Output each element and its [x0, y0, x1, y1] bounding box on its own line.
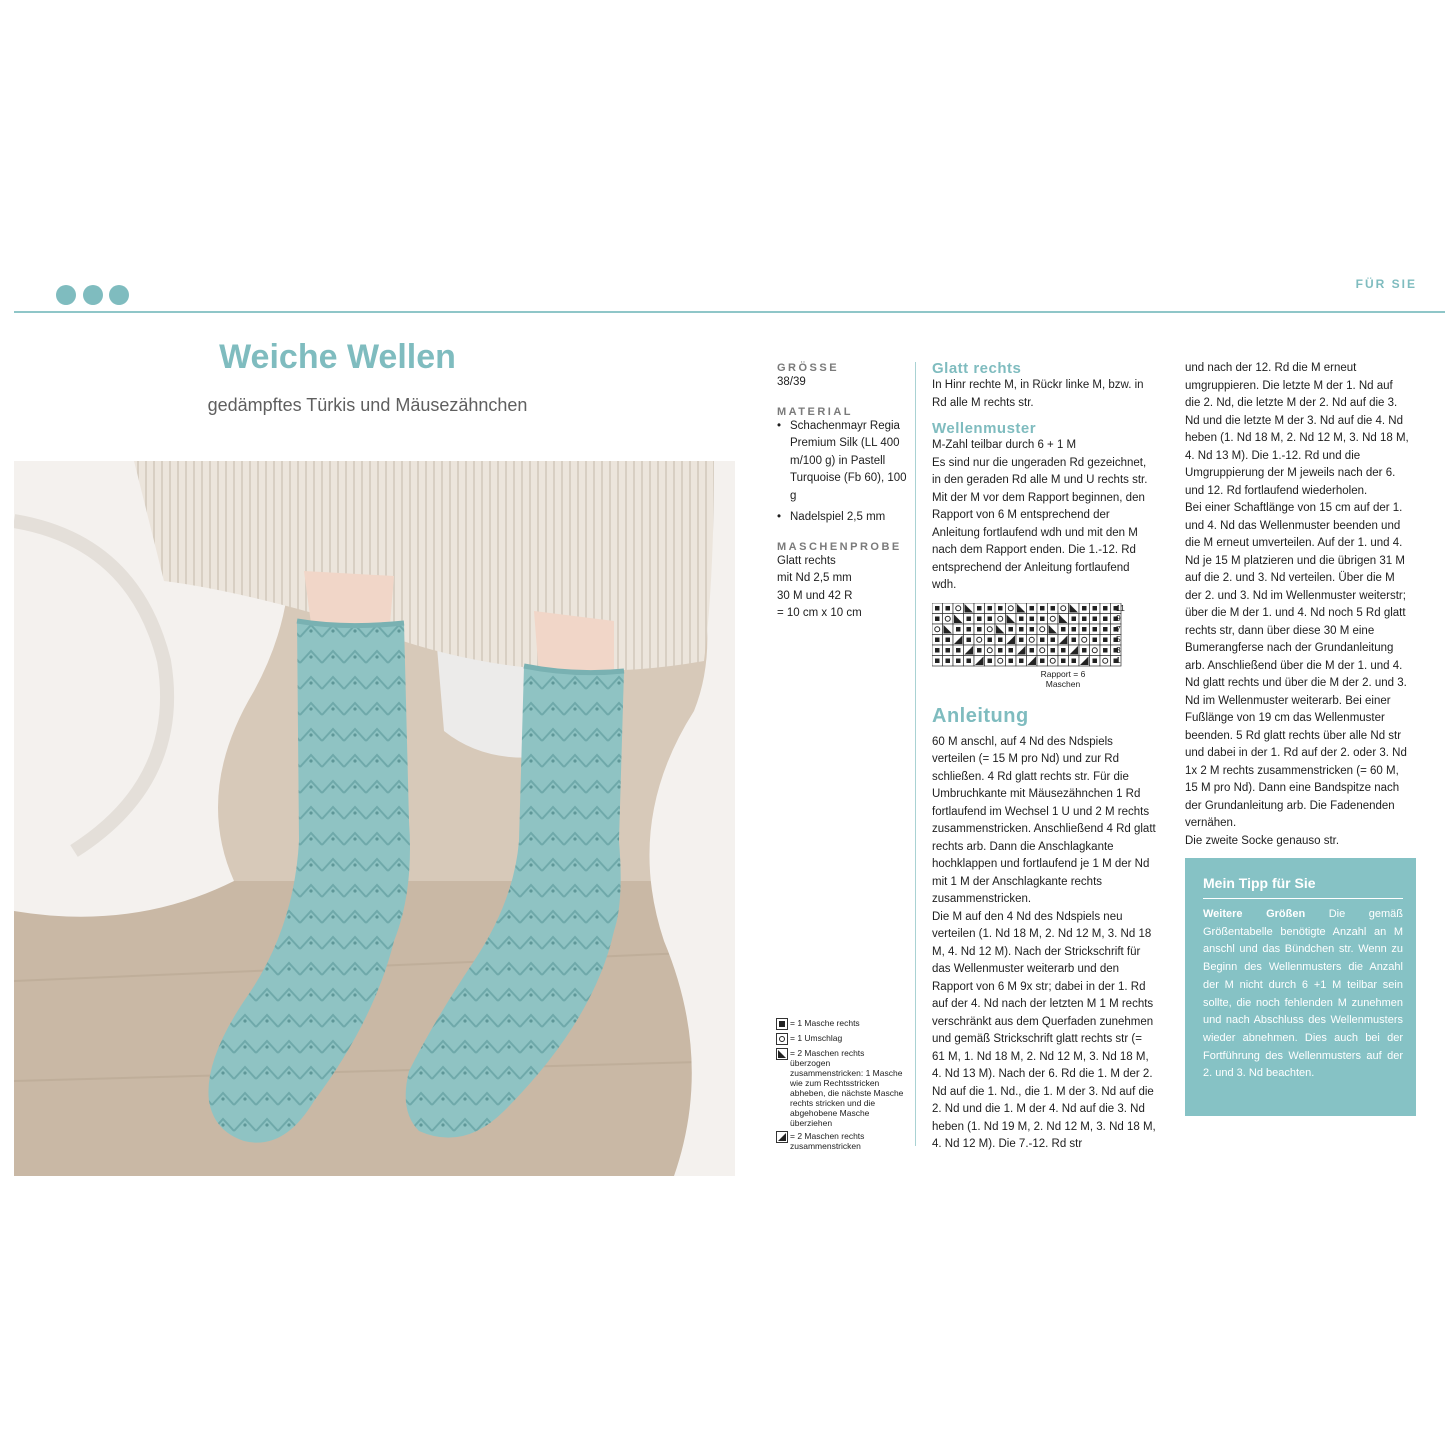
- sock-photo: [14, 461, 735, 1176]
- knit-stitch-icon: [977, 616, 982, 621]
- chart-row-number: 3: [1116, 644, 1121, 655]
- knit-stitch-icon: [1040, 658, 1045, 663]
- knit-stitch-icon: [1072, 627, 1077, 632]
- knit-stitch-icon: [956, 658, 961, 663]
- knit-stitch-icon: [1072, 616, 1077, 621]
- knit-stitch-icon: [935, 616, 940, 621]
- knit-stitch-icon: [967, 637, 972, 642]
- knit-stitch-icon: [988, 616, 993, 621]
- heading-wellenmuster: Wellenmuster: [932, 420, 1037, 437]
- knit-stitch-icon: [1072, 658, 1077, 663]
- knit-stitch-icon: [1093, 616, 1098, 621]
- k2tog-decrease-icon: [776, 1131, 788, 1143]
- chart-row-number: 9: [1116, 613, 1121, 623]
- knit-stitch-icon: [988, 658, 993, 663]
- gauge-line: mit Nd 2,5 mm: [777, 572, 852, 584]
- instructions-column-1: [932, 360, 1157, 1154]
- knit-stitch-icon: [967, 658, 972, 663]
- knit-stitch-icon: [1082, 648, 1087, 653]
- material-list: [777, 418, 907, 527]
- chart-cell: [1037, 645, 1048, 656]
- knit-stitch-icon: [998, 637, 1003, 642]
- knitting-chart: [932, 601, 1157, 701]
- header-dot: [83, 285, 103, 305]
- tip-box: [1185, 858, 1416, 1116]
- knit-stitch-icon: [956, 627, 961, 632]
- knit-stitch-icon: [935, 658, 940, 663]
- chart-cell: [1037, 624, 1048, 635]
- legend-k2tog: = 2 Maschen rechts zusammenstricken: [776, 1131, 904, 1151]
- tip-lead: Weitere Größen: [1203, 908, 1306, 920]
- knit-stitch-icon: [1061, 658, 1066, 663]
- knit-stitch-icon: [1030, 627, 1035, 632]
- gauge-line: Glatt rechts: [777, 554, 836, 567]
- chart-cell: [1100, 655, 1111, 666]
- knit-stitch-icon: [1040, 616, 1045, 621]
- knit-stitch-icon: [1061, 627, 1066, 632]
- knit-stitch-icon: [1051, 648, 1056, 653]
- knit-stitch-icon: [1103, 606, 1108, 611]
- material-item: • Schachenmayr Regia Premium Silk (LL 400 m/100 g) in Pastell Turquoise (Fb 60), 100 g: [790, 418, 907, 506]
- knit-stitch-icon: [1009, 658, 1014, 663]
- size-label: GRÖSSE: [777, 362, 840, 374]
- knit-stitch-icon: [1051, 637, 1056, 642]
- heading-glatt-rechts: Glatt rechts: [932, 360, 1022, 377]
- gauge-line: = 10 cm x 10 cm: [777, 607, 862, 619]
- size-value: 38/39: [777, 376, 806, 388]
- knit-stitch-icon: [977, 627, 982, 632]
- chart-cell: [953, 603, 964, 614]
- knit-stitch-icon: [935, 606, 940, 611]
- knit-stitch-icon: [1030, 606, 1035, 611]
- gauge-label: MASCHENPROBE: [777, 540, 902, 553]
- knit-stitch-icon: [967, 616, 972, 621]
- chart-cell: [1090, 645, 1101, 656]
- knit-stitch-icon: [1103, 616, 1108, 621]
- knit-stitch-icon: [935, 637, 940, 642]
- gauge-line: 30 M und 42 R: [777, 589, 853, 602]
- knit-stitch-icon: [1072, 637, 1077, 642]
- knit-stitch-icon: [946, 648, 951, 653]
- knit-stitch-icon: [1093, 637, 1098, 642]
- chart-cell: [1048, 613, 1059, 624]
- chart-cell: [995, 613, 1006, 624]
- knit-stitch-icon: [935, 648, 940, 653]
- specs-column: [777, 362, 907, 623]
- legend-knit: = 1 Masche rechts: [776, 1018, 904, 1030]
- para-glatt-rechts: In Hinr rechte M, in Rückr linke M, bzw. in Rd alle M rechts str.: [932, 379, 1144, 409]
- chart-caption: Rapport = 6 Maschen: [1040, 668, 1086, 689]
- chart-grid: [932, 603, 1122, 667]
- chart-cell: [932, 624, 943, 635]
- header-dot: [109, 285, 129, 305]
- knit-stitch-icon: [1093, 606, 1098, 611]
- knit-stitch-icon: [1030, 616, 1035, 621]
- chart-cell: [985, 624, 996, 635]
- knit-stitch-icon: [1082, 616, 1087, 621]
- knit-stitch-icon: [1019, 627, 1024, 632]
- knit-stitch-icon: [1051, 606, 1056, 611]
- material-label: MATERIAL: [777, 405, 854, 418]
- knit-stitch-icon: [1082, 627, 1087, 632]
- knit-stitch-icon: [988, 606, 993, 611]
- knit-stitch-icon: [998, 606, 1003, 611]
- para-wellenmuster: M-Zahl teilbar durch 6 + 1 M Es sind nur die ungeraden Rd gezeichnet, in den geraden Rd alle M und U rechts str. Mit der M vor dem Rapport beginnen, den Rapport von 6 M entsprechend der Anleitung fortlaufend wdh und mit den M nach dem Rapport enden. Die 1.-12. Rd entsprechend der Anleitung fortlaufend wdh.: [932, 439, 1148, 591]
- chart-row-number: 1: [1116, 655, 1121, 665]
- column-divider: [915, 362, 916, 1146]
- article-title: Weiche Wellen: [219, 338, 456, 376]
- knit-stitch-icon: [1093, 627, 1098, 632]
- yarn-over-icon: [776, 1033, 788, 1045]
- chart-cell: [943, 613, 954, 624]
- knit-stitch-icon: [977, 648, 982, 653]
- knit-stitch-icon: [1061, 648, 1066, 653]
- knit-stitch-icon: [1040, 606, 1045, 611]
- knit-stitch-icon: [1019, 637, 1024, 642]
- knit-stitch-icon: [956, 648, 961, 653]
- chart-cell: [1006, 603, 1017, 614]
- knit-stitch-icon: [1082, 606, 1087, 611]
- knit-stitch-icon: [1030, 648, 1035, 653]
- tip-divider: [1203, 898, 1403, 899]
- knit-stitch-icon: [988, 637, 993, 642]
- knit-stitch-icon: [1103, 648, 1108, 653]
- chart-cell: [995, 655, 1006, 666]
- header-dot: [56, 285, 76, 305]
- tip-text: [1203, 906, 1403, 1083]
- knit-stitch-icon: [1019, 616, 1024, 621]
- chart-row-number: 5: [1116, 634, 1121, 644]
- article-subtitle: gedämpftes Türkis und Mäusezähnchen: [207, 395, 528, 415]
- legend-ssk: = 2 Maschen rechts überzogen zusammenstricken: 1 Masche wie zum Rechtsstricken abheben, die nächste Masche rechts stricken und die abgehobene Masche überziehen: [776, 1048, 904, 1128]
- knit-stitch-icon: [998, 648, 1003, 653]
- knit-stitch-icon: [1009, 648, 1014, 653]
- knit-stitch-icon: [946, 606, 951, 611]
- ssk-decrease-icon: [776, 1048, 788, 1060]
- knit-stitch-icon: [977, 606, 982, 611]
- header-rule: [14, 311, 1445, 313]
- knit-stitch-icon: [946, 637, 951, 642]
- chart-row-number: 7: [1116, 623, 1121, 634]
- heading-anleitung: Anleitung: [932, 704, 1029, 727]
- knit-stitch-icon: [1009, 627, 1014, 632]
- section-tag: FÜR SIE: [1355, 277, 1417, 291]
- knit-stitch-icon: [967, 627, 972, 632]
- material-item: • Nadelspiel 2,5 mm: [790, 509, 907, 527]
- para-continuation: und nach der 12. Rd die M erneut umgruppieren. Die letzte M der 1. Nd auf die 2. Nd, die letzte M der 2. Nd auf die 3. Nd und die letzte M der 3. Nd auf die 4. Nd heben (1. Nd 18 M, 2. Nd 12 M, 3. Nd 18 M, 4. Nd 13 M). Die 1.-12. Rd und die Umgruppierung der M jeweils nach der 6. und 12. Rd fortlaufend wiederholen. Bei einer Schaftlänge von 15 cm auf der 1. und 4. Nd das Wellenmuster beenden und die M erneut umverteilen. Auf der 1. und 4. Nd je 15 M platzieren und die übrigen 31 M auf die 2. und 3. Nd verteilen. Über die M der 2. und 3. Nd im Wellenmuster weiterstr; über die M der 1. und 4. Nd noch 5 Rd glatt rechts str, dann über diese 30 M eine Bumerangferse nach der Grundanleitung arb. Anschließend über die M der 1. und 4. Nd glatt rechts und über die M der 2. und 3. Nd im Wellenmuster weiterarb. Bei einer Fußlänge von 19 cm das Wellenmuster beenden. 5 Rd glatt rechts über alle Nd str und dabei in der 1. Rd auf der 2. oder 3. Nd 1x 2 M rechts zusammenstricken (= 60 M, 15 M pro Nd). Dann eine Bandspitze nach der Grundanleitung arb. Die Fadenenden vernähen. Die zweite Socke genauso str.: [1185, 362, 1409, 847]
- tip-body: Die gemäß Größentabelle benötigte Anzahl an M anschl und das Bündchen str. Wenn zu Beginn des Wellenmusters die Anzahl der M nicht durch 6 +1 M teilbar sein sollte, die noch fehlenden M zunehmen und nach Abschluss des Wellenmusters wieder abnehmen. Dies auch bei der Fortführung des Wellenmusters auf der 2. und 3. Nd beachten.: [1203, 908, 1403, 1080]
- chart-cell: [974, 634, 985, 645]
- chart-cell: [1048, 655, 1059, 666]
- tip-heading: Mein Tipp für Sie: [1203, 875, 1316, 891]
- chart-legend: [776, 1018, 904, 1154]
- knit-stitch-icon: [1040, 637, 1045, 642]
- knit-stitch-icon: [1093, 658, 1098, 663]
- knit-stitch-icon: [1103, 637, 1108, 642]
- para-anleitung: 60 M anschl, auf 4 Nd des Ndspiels verteilen (= 15 M pro Nd) und zur Rd schließen. 4 Rd glatt rechts str. Für die Umbruchkante mit Mäusezähnchen 1 Rd fortlaufend im Wechsel 1 U und 2 M rechts zusammenstricken. Anschließend 4 Rd glatt rechts arb. Dann die Anschlagkante hochklappen und fortlaufend je 1 M der Nd mit 1 M der Anschlagkante rechts zusammenstricken. Die M auf den 4 Nd des Ndspiels neu verteilen (1. Nd 18 M, 2. Nd 12 M, 3. Nd 18 M, 4. Nd 12 M). Nach der Strickschrift für das Wellenmuster weiterarb und den Rapport von 6 M 9x str; dabei in der 1. Rd auf der 4. Nd nach der letzten M 1 M rechts verschränkt aus dem Querfaden zunehmen und gemäß Strickschrift glatt rechts str (= 61 M, 1. Nd 18 M, 2. Nd 12 M, 3. Nd 18 M, 4. Nd 13 M). Nach der 6. Rd die 1. M der 2. Nd auf die 1. Nd., die 1. M der 3. Nd auf die 2. Nd und die 1. M der 4. Nd auf die 3. Nd heben (1. Nd 19 M, 2. Nd 12 M, 3. Nd 18 M, 4. Nd 12 M). Die 7.-12. Rd str: [932, 735, 1156, 1150]
- chart-cell: [985, 645, 996, 656]
- knit-stitch-icon: [1103, 627, 1108, 632]
- knit-stitch-icon: [776, 1018, 788, 1030]
- chart-cell: [1058, 603, 1069, 614]
- instructions-column-2: [1185, 360, 1410, 850]
- chart-cell: [1027, 634, 1038, 645]
- knit-stitch-icon: [1019, 658, 1024, 663]
- legend-yarnover: = 1 Umschlag: [776, 1033, 904, 1045]
- chart-row-number: 11: [1116, 602, 1125, 613]
- chart-cell: [1079, 634, 1090, 645]
- knit-stitch-icon: [946, 658, 951, 663]
